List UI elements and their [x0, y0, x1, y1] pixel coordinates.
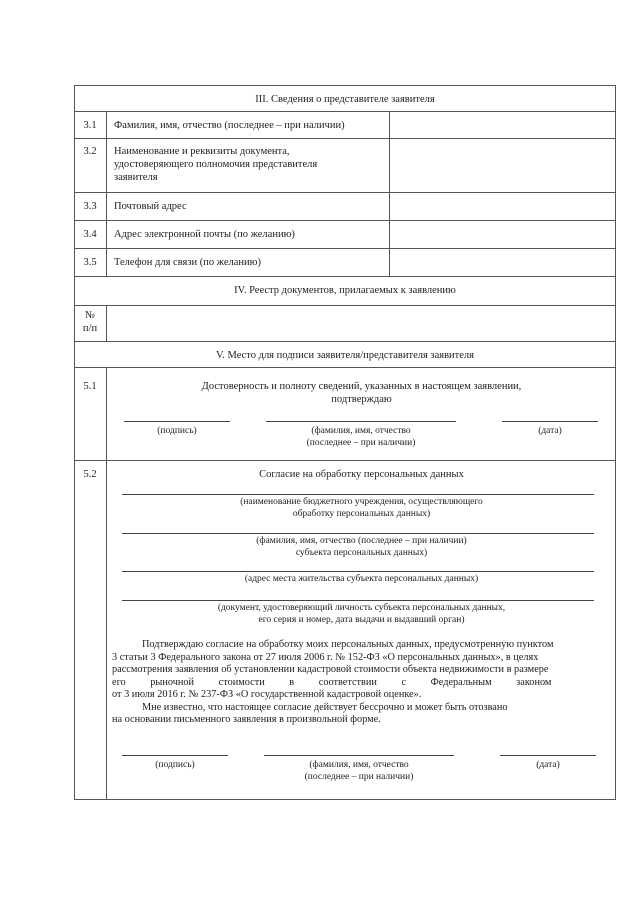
value-field-postal-address[interactable] [390, 193, 615, 220]
date-caption: (дата) [536, 760, 560, 770]
num-col-divider [106, 367, 107, 800]
signature-caption: (подпись) [157, 426, 197, 436]
caption-line: (фамилия, имя, отчество [309, 760, 409, 770]
value-field-email[interactable] [390, 221, 615, 248]
caption-line: (наименование бюджетного учреждения, осуществляющего [240, 497, 483, 507]
row-number: 5.2 [83, 469, 97, 480]
row-number: 3.5 [83, 257, 97, 268]
value-field-authority-document[interactable] [390, 139, 615, 192]
para-line: на основании письменного заявления в произвольной форме. [112, 714, 381, 725]
confirmation-text [114, 380, 609, 406]
para-line: рассмотрения заявления об установлении кадастровой стоимости объекта недвижимости в размере [112, 664, 549, 675]
row-label-phone: Телефон для связи (по желанию) [114, 257, 261, 268]
row-divider [74, 276, 616, 277]
row-number: 5.1 [83, 381, 97, 392]
caption-line: (фамилия, имя, отчество [311, 426, 411, 436]
para-line: его рыночной стоимости в соответствии с Федеральным законом [112, 676, 552, 688]
row-number: 3.3 [83, 201, 97, 212]
para-line: Мне известно, что настоящее согласие действует бессрочно и может быть отозвано [142, 701, 508, 713]
section-3-heading: III. Сведения о представителе заявителя [255, 94, 435, 105]
signature-caption: (подпись) [155, 760, 195, 770]
institution-caption [114, 496, 609, 520]
caption-line: субъекта персональных данных) [295, 548, 428, 558]
row-number: 3.1 [83, 120, 97, 131]
caption-line: (последнее – при наличии) [306, 438, 416, 448]
section-4-heading: IV. Реестр документов, прилагаемых к заявлению [234, 285, 456, 296]
row-label-full-name: Фамилия, имя, отчество (последнее – при наличии) [114, 120, 345, 131]
name-caption [264, 759, 454, 783]
name-line [266, 421, 456, 422]
row-label-authority-document [114, 145, 386, 184]
para-line: 3 статьи 3 Федерального закона от 27 июля 2006 г. № 152-ФЗ «О персональных данных», в целях [112, 651, 539, 663]
subject-address-line [122, 571, 594, 572]
table-border-top [74, 85, 616, 86]
application-form-table [74, 85, 616, 800]
date-line [502, 421, 598, 422]
caption-line: (последнее – при наличии) [304, 772, 414, 782]
para-line: Подтверждаю согласие на обработку моих персональных данных, предусмотренную пунктом [142, 639, 554, 650]
number-column-header [74, 309, 106, 335]
identity-document-line [122, 600, 594, 601]
label-line: заявителя [114, 172, 158, 183]
documents-registry-field[interactable] [107, 306, 615, 341]
value-field-phone[interactable] [390, 249, 615, 276]
row-divider [74, 460, 616, 461]
date-caption: (дата) [538, 426, 562, 436]
table-border-bottom [74, 799, 616, 800]
institution-line [122, 494, 594, 495]
para-line: от 3 июля 2016 г. № 237-ФЗ «О государственной кадастровой оценке». [112, 689, 422, 700]
label-line: удостоверяющего полномочия представителя [114, 159, 318, 170]
row-divider [74, 341, 616, 342]
consent-title: Согласие на обработку персональных данных [259, 469, 464, 480]
subject-name-line [122, 533, 594, 534]
row-label-postal-address: Почтовый адрес [114, 201, 187, 212]
row-divider [74, 367, 616, 368]
caption-line: обработку персональных данных) [292, 509, 431, 519]
date-line [500, 755, 596, 756]
row-label-email: Адрес электронной почты (по желанию) [114, 229, 295, 240]
num-col-divider [106, 111, 107, 276]
signature-line [122, 755, 228, 756]
row-number: 3.2 [83, 146, 97, 157]
signature-line [124, 421, 230, 422]
caption-line: его серия и номер, дата выдачи и выдавший орган) [258, 615, 465, 625]
name-line [264, 755, 454, 756]
caption-line: (фамилия, имя, отчество (последнее – при наличии) [256, 536, 467, 546]
subject-address-caption: (адрес места жительства субъекта персональных данных) [244, 574, 479, 584]
value-field-full-name[interactable] [390, 112, 615, 138]
caption-line: (документ, удостоверяющий личность субъекта персональных данных, [217, 603, 506, 613]
subject-name-caption [114, 535, 609, 559]
consent-paragraph [112, 639, 612, 727]
section-5-heading: V. Место для подписи заявителя/представителя заявителя [216, 350, 474, 361]
row-number: 3.4 [83, 229, 97, 240]
name-caption [266, 425, 456, 449]
header-line: п/п [82, 323, 98, 334]
text-line: Достоверность и полноту сведений, указанных в настоящем заявлении, [201, 381, 522, 392]
label-line: Наименование и реквизиты документа, [114, 146, 290, 157]
text-line: подтверждаю [331, 394, 392, 405]
header-line: № [84, 310, 96, 321]
identity-document-caption [114, 602, 609, 626]
